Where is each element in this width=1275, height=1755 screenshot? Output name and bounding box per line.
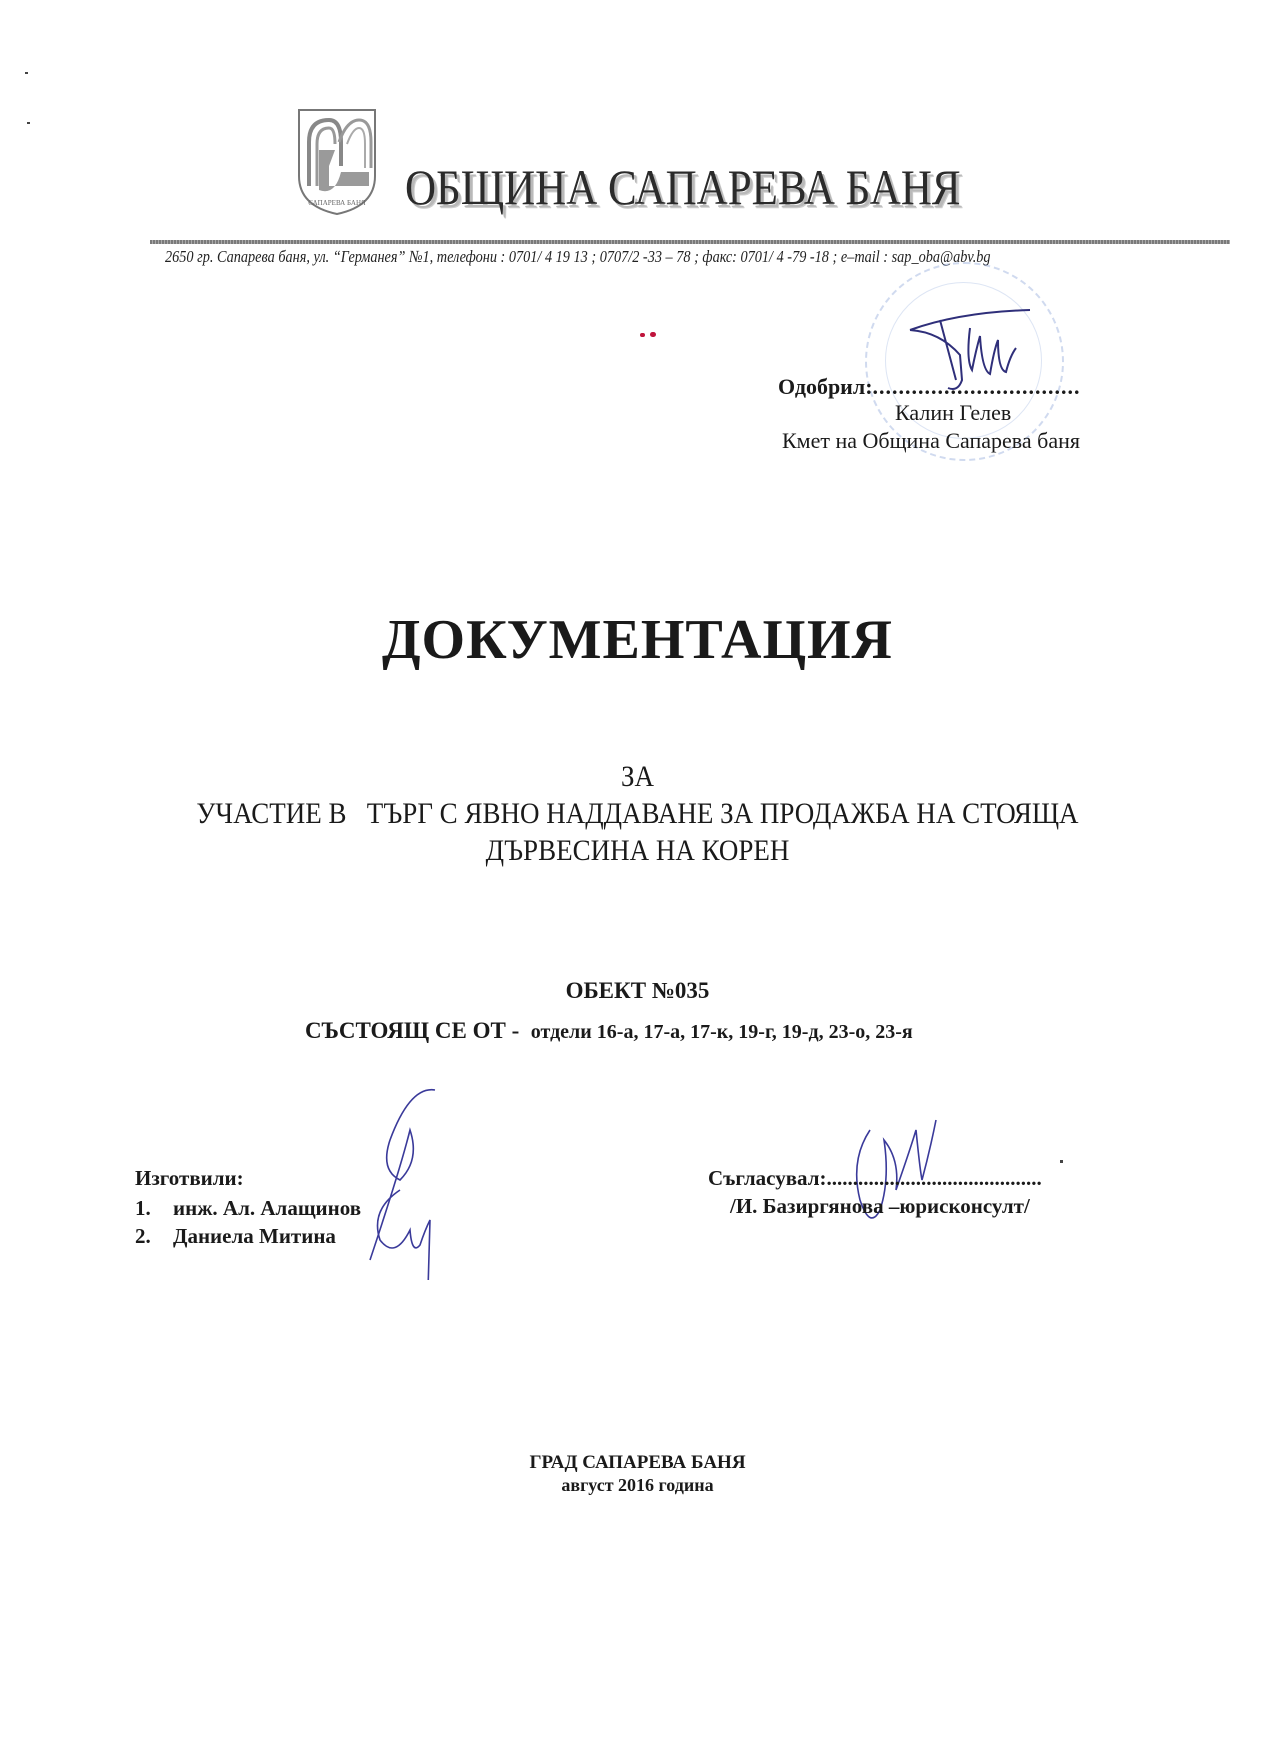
object-number: ОБЕКТ №035 [565,978,710,1003]
logo-caption: САПАРЕВА БАНЯ [308,199,366,207]
city-footer: ГРАД САПАРЕВА БАНЯ [529,1452,746,1473]
legal-advisor: /И. Базиргянова –юрисконсулт/ [730,1194,1030,1218]
object-composition [305,1018,913,1044]
mayor-name: Калин Гелев [895,400,1012,425]
preparer-item: 1. инж. Ал. Алащинов [135,1196,362,1220]
subject-line-1: УЧАСТИЕ В ТЪРГ С ЯВНО НАДДАВАНЕ ЗА ПРОДАЖБА НА СТОЯЩА [196,797,1079,830]
composition-label: СЪСТОЯЩ СЕ ОТ - [305,1018,520,1043]
mayor-title: Кмет на Община Сапарева баня [782,428,1081,453]
municipality-name: ОБЩИНА САПАРЕВА БАНЯ [405,159,961,215]
scan-speck [1060,1160,1063,1163]
approval-label: Одобрил: [778,374,873,399]
municipality-coat-of-arms-logo [295,106,379,218]
scan-speck [27,122,30,124]
preparer-signature-1 [340,1080,450,1280]
date-footer: август 2016 година [561,1475,714,1495]
approval-line [778,374,1081,400]
signature-dots: ......................................... [826,1166,1042,1190]
agreed-line [708,1166,1042,1191]
document-title: ДОКУМЕНТАЦИЯ [382,609,893,671]
document-subject [64,795,1212,869]
document-for: ЗА [620,760,655,793]
subject-line-2: ДЪРВЕСИНА НА КОРЕН [485,834,790,867]
scan-speck [25,72,28,74]
red-ink-speck [650,332,656,337]
header-divider [150,240,1230,244]
prepared-by-label: Изготвили: [135,1166,244,1190]
preparer-name: инж. Ал. Алащинов [173,1196,362,1220]
preparers-list [135,1194,361,1250]
agreed-label: Съгласувал: [708,1166,827,1190]
preparer-item: 2. Даниела Митина [135,1224,336,1248]
signature-dots: ................................ [872,374,1081,399]
municipality-address: 2650 гр. Сапарева баня, ул. “Германея” №1, телефони : 0701/ 4 19 13 ; 0707/2 -33 – 78 ; факс: 0701/ 4 -79 -18 ; e–mail : sap_oba@abv.bg [165,247,991,266]
preparer-name: Даниела Митина [173,1224,336,1248]
composition-parts: отдели 16-а, 17-а, 17-к, 19-г, 19-д, 23-о, 23-я [530,1021,913,1043]
red-ink-speck [640,333,645,337]
